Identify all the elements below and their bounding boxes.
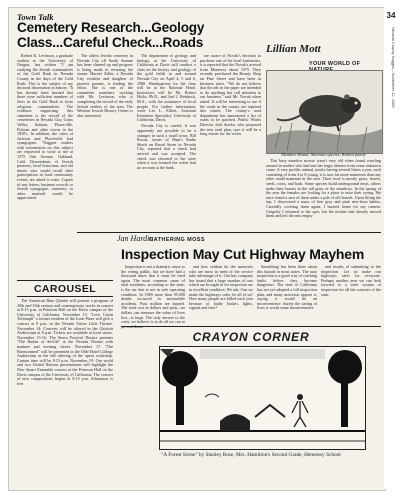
gathering-moss-label: GATHERING MOSS: [149, 237, 205, 243]
highway-story-text-2: and how seldom do the motorists who are most in need of the service take advantage of it. Our bus company has found that a large number of cars which are brought in for inspection are in excellent condition. We ask: Can we make the highways safer for all of us? How many people are killed each year because of faulty brakes, lights, signals and tires?: [189, 264, 253, 311]
section-divider: [77, 232, 381, 233]
town-talk-label: Town Talk: [17, 12, 54, 22]
cemetery-story-text: Robert K. Levinson, a graduate student at the University of Oregon, has written "I am studying the Jewish communities of the Gold Rush in Nevada County in the days of the Gold Rush. This is the subject of my doctoral dissertation in history. "It has already been learned that there were sufficient numbers of Jews in the Gold Rush to form religious communities. The evidence supporting this statement is the record of the cemeteries in Nevada City, Grass Valley, Auburn, Placerville, Folsom and other towns in the 1850's. In addition, the cities of Jackson and Placerville had synagogues. "Suggest readers with information on this subject are requested to write to me at 1375 Oak Avenue, Oakland, Calif. Descendants of Jewish pioneers, local historians, and old timers who would recall their participation in local community events, are asked to write. Copies of any letters, business records or Jewish synagogue, cemetery, or other material would be appreciated.: [17, 53, 73, 201]
headline-line-1: Cemetery Research...Geology: [17, 20, 205, 35]
crayon-corner-title: CRAYON CORNER: [192, 330, 310, 344]
highway-story-text-1: Inspection is not a dramatic cause to the voting public, but we have had a thousand times that it must be tried again. The most common cause of fatal accidents, according to the state, is the car that is not in safe operating condition. In 1969 more than 95,000 deaths occurred in automobile accidents. Four million are injured. The total cost in dollars and pain—no dollars can measure the value of lives lost—is huge. The only answer to the costs, we believe, is to do all we can to: [121, 264, 185, 325]
cemetery-story-col-1: [17, 54, 73, 276]
highway-story-col-2: [189, 265, 253, 323]
gathering-moss-author: Jan Hardin: [117, 234, 154, 243]
highway-story-text-3: Something has been done about this hazard in most states. The auto inspection is a good way of catching faults before they become dangerous. The state of California has not yet adopted a full inspection plan, and many motorists oppose it, saying it would be an inconvenience. Surely the saving of lives is worth some inconvenience.: [257, 264, 317, 311]
nature-column-text: This busy meadow mouse wasn't very old when found crawling around in mother who had met her tragic demise from some unknown cause. A very prolific animal, nearly having several litters a year, each consisting of from 4 to 8 young, it is now far more numerous than any other small mammal in the area. Their food is mostly grass, leaves, seeds, roots, and bark. Some species build underground nests, others make their homes in the tall grass of the meadows. In the spring of the year the females are looking for a place to raise their young. We once found a nest of them under a pile of old boards. Upon lifting the top, I discovered a mass of fine gray and pink new-born babies. Carefully covering them again, I hurried home for my camera. Gingerly I returned to the spot, but the mother had already moved them and left the nest empty.: [266, 158, 381, 219]
crayon-caption: "A Forest Scene" by Stanley Rose, Mrs. Hamilton's Second Grade, Hennessy School: [161, 452, 341, 458]
meadow-mouse-photo: [266, 70, 383, 154]
carousel-title: CAROUSEL: [33, 283, 97, 295]
highway-story-col-4: [321, 265, 381, 323]
carousel-events-column: [17, 299, 113, 486]
geology-class-text: The department of geology and biology at the University of California at Davis will conduct a class on the history and geology of the gold fields in and around Nevada City on April 4, 5 and 6, 1980. Headquarters for the class will be at the National Hotel. Instructors will be Mr. Robert Hicks, Ph.D., and Joel J. Reisbeck, M.A., with the assistance of local people. For further information, write Lee L. Elliott, Assistant Extension Specialist, University of California, Davis.: [137, 53, 196, 123]
highway-story-col-3: [257, 265, 317, 323]
mouse-photo-caption: Meadow Mouse, Microtus species, Rodent family: [281, 152, 366, 157]
carousel-bottom-rule: [17, 296, 113, 297]
highway-story-col-1: [121, 265, 185, 323]
carousel-top-rule: [17, 280, 113, 281]
nature-column-tagline: YOUR WORLD OF: [309, 61, 361, 67]
page-number: 34: [386, 11, 396, 20]
geology-story-col: [137, 54, 196, 230]
highway-story-text-4: and results of submitting to the inspection. Let us make our highways safer for everyone. Perhaps another year we can look forward to a safer system of inspection for all the counties of the state.: [321, 264, 381, 297]
mouse-photo-graphic: [267, 71, 382, 153]
newspaper-page: [8, 7, 386, 491]
carousel-events-text: The American Bass Quintet will present a program of 20th and 16th century and contemporary works in concert at 8:15 p.m. in Peterson Hall on the Davis campus of the University of California. November 13: "Love Cityin Tofiomph" a former resident of the Lone Pines will give a concert at 8 p.m. in the Nevada Union Little Theatre. November 14: Concerts will be offered in the Ghidotti Auditorium at 8 p.m. Tickets are available at local stores. November 15-16: The Sierra Festival Theatre presents "The Barber of Seville" at the Nevada Theatre with matinee and evening shows. November 17: "The Barnstormed" will be presented in the Olde Hotel College Auditorium as the fall offering of the opera workshop. Curtain time will be 8:15 p.m. November 19: Our world and two United Nations presentations will highlight the New Smart Ensemble concert at the Peterson Hall on the Davis campus of the University of California. The concert of new compositions begins at 8:15 p.m. Admission is free.: [17, 298, 113, 386]
nature-column-body: [266, 159, 381, 230]
issue-side-text: Nevada County Nugget—November 12, 1980: [391, 27, 396, 108]
roads-text: are aware of Novak's decision to purchase one of the local businesses, it is reported that the Novak's arrived from Monterey about 1975. They recently purchased the Beauty Shop on Pine Street and have been in business since. "We do not believe that the ads in the paper are intended to do anything but call attention to our business," said Mr. Novak when asked. It will be interesting to see if the roads in the county are repaired this winter. The county's road department has announced a list of roads to be patched. Public Works Director Jack Stasko, who proposed the new road plan, says it will be a long winter for the crews.: [200, 53, 261, 137]
headline-line-2: Class...Careful Check...Roads: [17, 35, 204, 50]
forest-scene-drawing: [159, 346, 366, 450]
highway-headline: Inspection May Cut Highway Mayhem: [121, 246, 365, 262]
crayon-top-rule: [121, 326, 381, 327]
careful-check-text: Nevada City is careful. It was apparently not possible to be a stranger in such a small town. Bill Roxas, owner of Hunt's Radio Shack on Broad Street in Nevada City, reported that a check had arrived and was accepted. The check was returned to the store when it was learned the writer had no account at the bank.: [137, 123, 196, 170]
forest-drawing-graphic: [160, 347, 365, 449]
page-edge-strip: [384, 7, 398, 489]
nature-column-author: Lillian Mott: [266, 43, 321, 55]
cemetery-continued-text: The oldest Jewish cemetery in Nevada City off South Avenue has been cleaned up and progress is being made in restoring the stones. Harriet Zeller, a Nevada City resident and daughter of pioneer parents, is leading the effort. She is one of the committee members working with Mr. Levinson, who is completing the record of the early Jewish settlers of the area. The Western Jewish History Center is also interested.: [77, 53, 133, 118]
roads-story-col: [200, 54, 261, 230]
